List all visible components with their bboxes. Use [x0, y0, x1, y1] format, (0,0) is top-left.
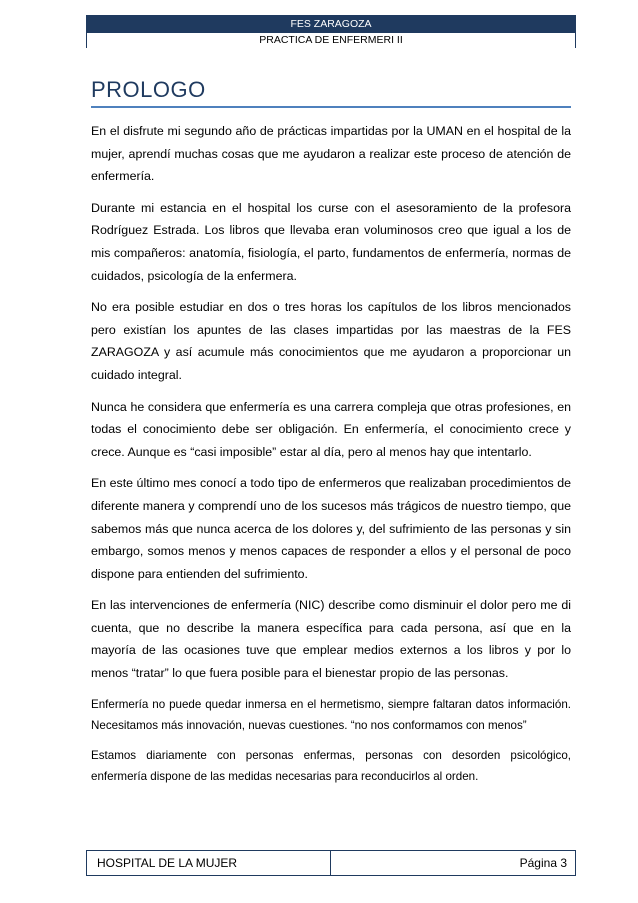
paragraph: Enfermería no puede quedar inmersa en el hermetismo, siempre faltaran datos información. Necesitamos más innovación, nuevas cuestiones. “no nos conformamos con menos”: [91, 697, 571, 732]
page-number: Página 3: [519, 856, 567, 870]
footer-hospital: HOSPITAL DE LA MUJER: [87, 851, 331, 875]
paragraph: Nunca he considera que enfermería es una carrera compleja que otras profesiones, en todas el conocimiento debe ser obligación. En enfermería, el conocimiento crece y crece. Aunque es “casi imposible” estar al día, pero al menos hay que intentarlo.: [91, 399, 571, 459]
paragraph: No era posible estudiar en dos o tres horas los capítulos de los libros mencionados pero existían los apuntes de las clases impartidas por las maestras de la FES ZARAGOZA y así acumule más conocimientos que me ayudaron a proporcionar un cuidado integral.: [91, 300, 571, 382]
page-footer: [86, 850, 576, 876]
paragraph: En este último mes conocí a todo tipo de enfermeros que realizaban procedimientos de diferente manera y comprendí uno de los sucesos más trágicos de nuestro tiempo, que sabemos más que nunca acerca de los dolores y, del sufrimiento de las personas y sin embargo, somos menos y menos capaces de responder a ellos y el personal de poco dispone para entienden del sufrimiento.: [91, 476, 571, 581]
paragraph: En las intervenciones de enfermería (NIC) describe como disminuir el dolor pero me di cuenta, que no describe la manera específica para cada persona, así que en la mayoría de las ocasiones tuve que emplear medios externos a los libros y por lo menos “tratar” lo que fuera posible para el bienestar propio de las personas.: [91, 598, 571, 681]
header-course: PRACTICA DE ENFERMERI II: [87, 32, 575, 48]
document-body: [91, 120, 571, 796]
section-title: PROLOGO: [91, 77, 206, 102]
title-underline: [91, 106, 571, 108]
paragraph: Durante mi estancia en el hospital los curse con el asesoramiento de la profesora Rodríguez Estrada. Los libros que llevaba eran voluminosos creo que igual a los de mis compañeros: anatomía, fisiología, el parto, fundamentos de enfermería, normas de cuidados, psicología de la enfermera.: [91, 200, 571, 283]
header-institution: FES ZARAGOZA: [87, 16, 575, 32]
paragraph: En el disfrute mi segundo año de prácticas impartidas por la UMAN en el hospital de la mujer, aprendí muchas cosas que me ayudaron a realizar este proceso de atención de enfermería.: [91, 124, 571, 184]
paragraph: Estamos diariamente con personas enfermas, personas con desorden psicológico, enfermería dispone de las medidas necesarias para reconducirlos al orden.: [91, 748, 571, 783]
page-header: [86, 15, 576, 48]
